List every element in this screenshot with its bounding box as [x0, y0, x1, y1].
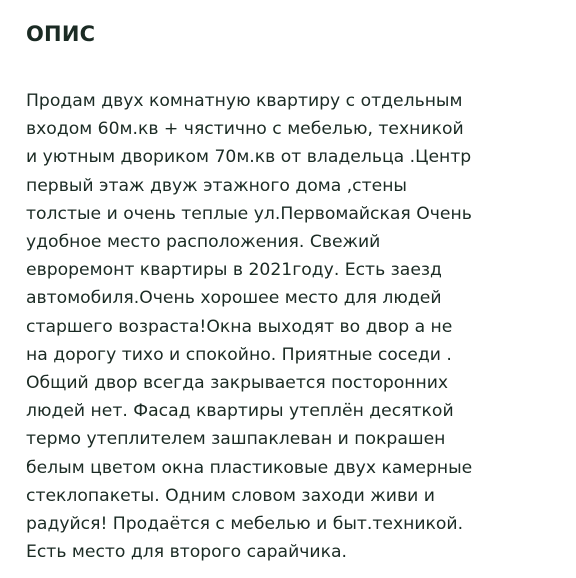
description-line: белым цветом окна пластиковые двух камерные: [26, 457, 473, 478]
description-line: первый этаж двуж этажного дома ,стены: [26, 175, 408, 196]
description-line: стеклопакеты. Одним словом заходи живи и: [26, 485, 435, 506]
description-line: и уютным двориком 70м.кв от владельца .Центр: [26, 147, 472, 168]
description-line: Общий двор всегда закрывается посторонних: [26, 373, 449, 394]
description-line: Есть место для второго сарайчика.: [26, 542, 347, 563]
description-line: людей нет. Фасад квартиры утеплён десяткой: [26, 401, 454, 422]
description-line: Продам двух комнатную квартиру с отдельным: [26, 91, 463, 111]
description-line: старшего возраста!Окна выходят во двор а не: [26, 316, 453, 337]
description-line: удобное место расположения. Свежий: [26, 232, 381, 253]
description-line: входом 60м.кв + чястично с мебелью, техникой: [26, 119, 464, 140]
description-line: на дорогу тихо и спокойно. Приятные соседи .: [26, 344, 452, 365]
description-line: толстые и очень теплые ул.Первомайская Очень: [26, 203, 472, 224]
section-title: ОПИС: [26, 22, 96, 46]
description-line: евроремонт квартиры в 2021году. Есть заезд: [26, 260, 442, 281]
description-line: термо утеплителем зашпаклеван и покрашен: [26, 429, 446, 450]
description-line: радуйся! Продаётся с мебелью и быт.техникой.: [26, 514, 464, 535]
description-text: [26, 87, 556, 566]
description-line: автомобиля.Очень хорошее место для людей: [26, 288, 442, 309]
